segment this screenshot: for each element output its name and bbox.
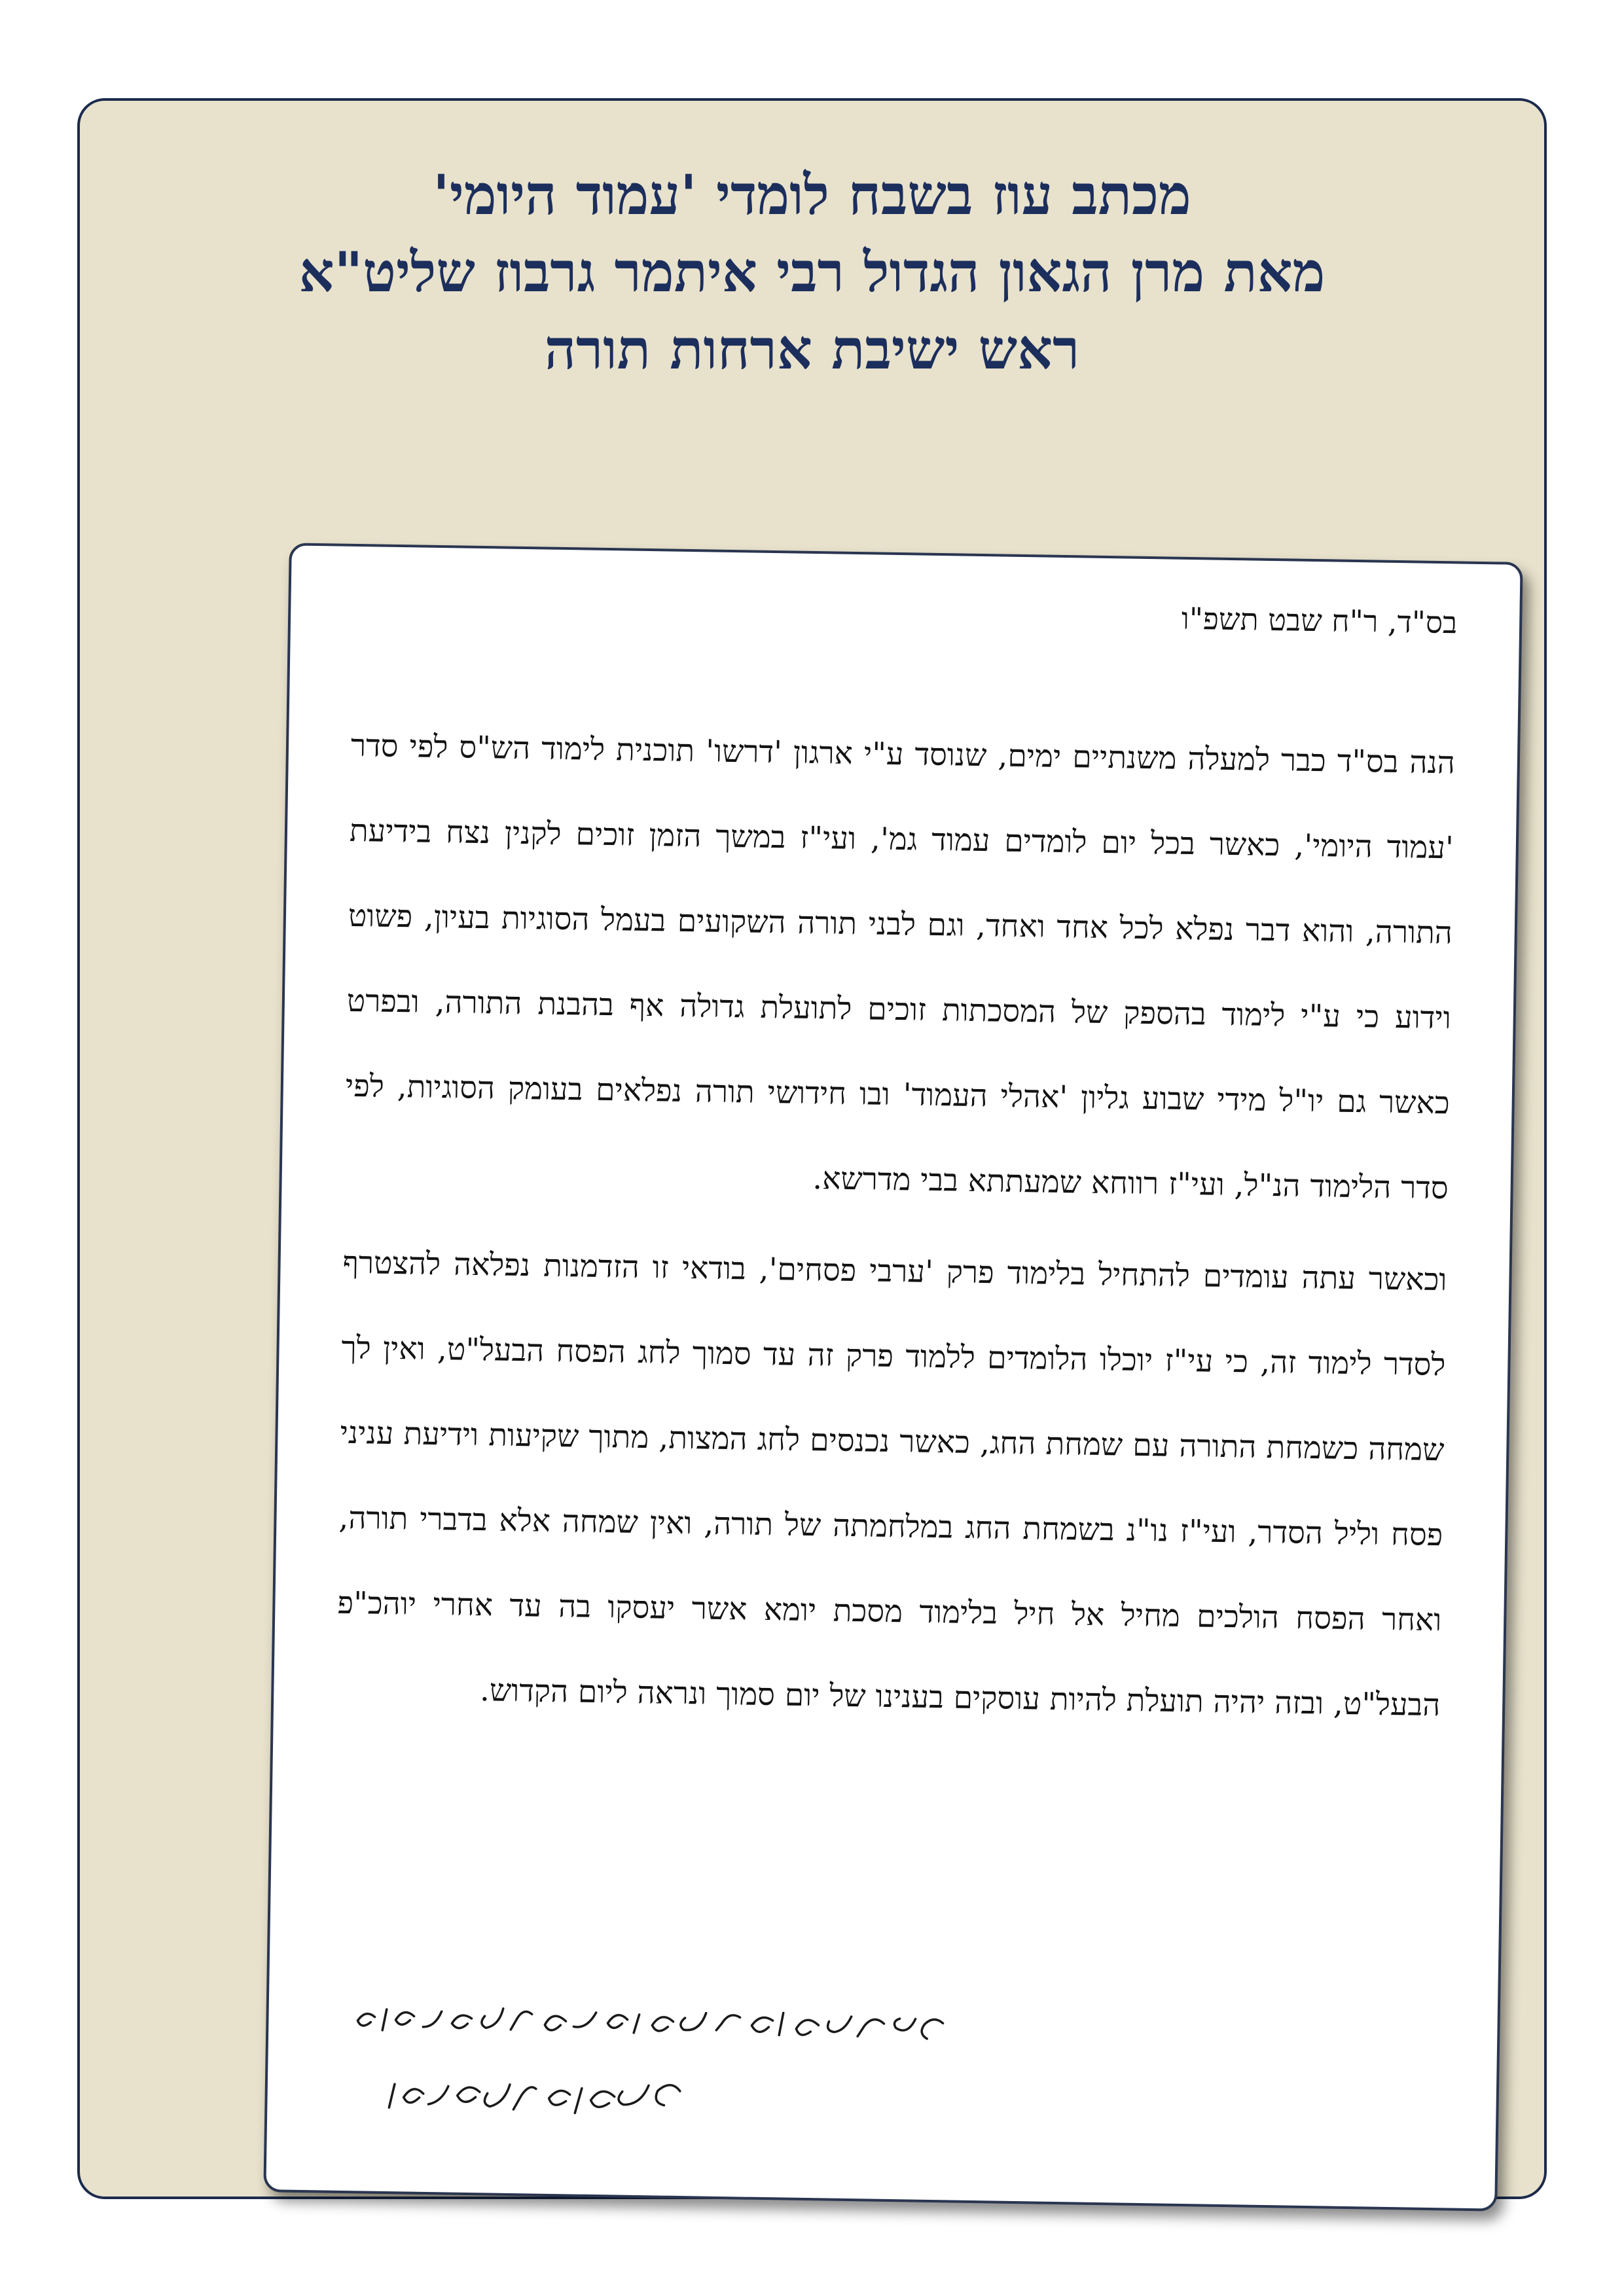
letter-header	[80, 156, 1544, 388]
letter-body	[329, 586, 1457, 2168]
letter-paragraph-1: הנה בס"ד כבר למעלה משנתיים ימים, שנוסד ע"י ארגון 'דרשו' תוכנית לימוד הש"ס לפי סדר 'עמוד היומי', כאשר בכל יום לומדים עמוד גמ', ועי"ז במשך הזמן זוכים לקנין נצח בידיעת התורה, והוא דבר נפלא לכל אחד ואחד, וגם לבני תורה השקועים בעמל הסוגיות בעיון, פשוט וידוע כי ע"י לימוד בהספק של המסכתות זוכים לתועלת גדולה אף בהבנת התורה, ובפרט כאשר גם יו"ל מידי שבוע גליון 'אהלי העמוד' ובו חידושי תורה נפלאים בעומק הסוגיות, לפי סדר הלימוד הנ"ל, ועי"ז רווחא שמעתתא בבי מדרשא.	[345, 727, 1456, 1207]
letter-date: בס"ד, ר"ח שבט תשפ"ו	[1181, 600, 1458, 641]
handwritten-signature	[312, 1981, 996, 2155]
signature-scribble	[312, 1981, 996, 2155]
title-line-2: מאת מרן הגאון הגדול רבי איתמר גרבוז שליט"א	[298, 240, 1326, 304]
letter-paragraph-2: וכאשר עתה עומדים להתחיל בלימוד פרק 'ערבי פסחים', בודאי זו הזדמנות נפלאה להצטרף לסדר לימוד זה, כי עי"ז יוכלו הלומדים ללמוד פרק זה עד סמוך לחג הפסח הבעל"ט, ואין לך שמחה כשמחת התורה עם שמחת החג, כאשר נכנסים לחג המצות, מתוך שקיעות וידיעת עניני פסח וליל הסדר, ועי"ז נו"נ בשמחת החג במלחמתה של תורה, ואין שמחה אלא בדברי תורה, ואחר הפסח הולכים מחיל אל חיל בלימוד מסכת יומא אשר יעסקו בה עד אחרי יוהכ"פ הבעל"ט, ובזה יהיה תועלת להיות עוסקים בענינו של יום סמוך ונראה ליום הקדוש.	[337, 1244, 1447, 1724]
letter-frame	[77, 98, 1547, 2199]
title-line-1: מכתב עוז בשבח לומדי 'עמוד היומי'	[433, 162, 1191, 227]
letter-paper	[263, 543, 1523, 2211]
title-line-3: ראש ישיבת ארחות תורה	[544, 317, 1080, 382]
